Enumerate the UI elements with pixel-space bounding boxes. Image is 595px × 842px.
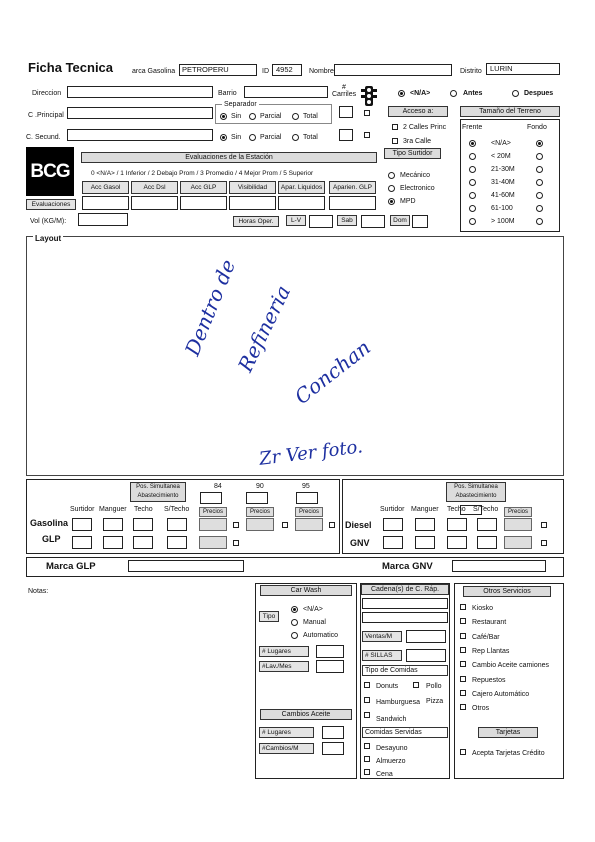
precio-glp-field[interactable] xyxy=(199,536,227,549)
hamburguesa-checkbox[interactable] xyxy=(364,697,370,703)
evaluacion-scale: 0 <N/A> / 1 Inferior / 2 Debajo Prom / 3 Promedio / 4 Mejor Prom / 5 Superior xyxy=(91,170,314,177)
carwash-tipo-button[interactable]: Tipo xyxy=(259,611,279,622)
precios-84-button[interactable]: Precios xyxy=(199,507,227,517)
servicio-checkbox-0[interactable] xyxy=(460,604,466,610)
eval-col-0-field[interactable] xyxy=(82,196,129,210)
frente-radio-5[interactable] xyxy=(469,205,476,212)
separador2-sin-radio[interactable] xyxy=(220,134,227,141)
precio-glp-checkbox[interactable] xyxy=(233,540,239,546)
precio-right-checkbox-0[interactable] xyxy=(541,522,547,528)
eval-col-2-button[interactable]: Acc GLP xyxy=(180,181,227,194)
timing-na-label: <N/A> xyxy=(410,90,431,97)
precios-diesel-button[interactable]: Precios xyxy=(504,507,532,517)
c-principal-field[interactable] xyxy=(67,107,213,119)
comidas-servidas-header: Comidas Servidas xyxy=(362,727,448,738)
barrio-field[interactable] xyxy=(244,86,328,98)
frente-radio-0[interactable] xyxy=(469,140,476,147)
terreno-header: Tamaño del Terreno xyxy=(460,106,560,117)
precio-gasolina-field-0[interactable] xyxy=(199,518,227,531)
cena-label: Cena xyxy=(376,771,393,778)
marca-gnv-field[interactable] xyxy=(452,560,546,572)
fuel-left-r0-c1-field[interactable] xyxy=(103,518,123,531)
precio-gasolina-field-1[interactable] xyxy=(246,518,274,531)
servicio-label-5: Repuestos xyxy=(472,676,506,684)
horas-oper-button[interactable]: Horas Oper. xyxy=(233,216,279,227)
octane-84-label: 84 xyxy=(214,483,222,490)
frente-label: Frente xyxy=(462,124,483,131)
ventas-field[interactable] xyxy=(406,630,446,643)
evaluacion-header: Evaluaciones de la Estación xyxy=(81,152,377,163)
servicio-checkbox-4[interactable] xyxy=(460,661,466,667)
mecanico-radio[interactable] xyxy=(388,172,395,179)
precio-gasolina-checkbox-2[interactable] xyxy=(329,522,335,528)
marca-gasolina-label: arca Gasolina xyxy=(132,68,176,75)
acepta-tarjetas-checkbox[interactable] xyxy=(460,749,466,755)
mpd-label: MPD xyxy=(400,198,416,205)
marca-gnv-label: Marca GNV xyxy=(382,561,433,572)
fuel-left-r1-c2-field[interactable] xyxy=(133,536,153,549)
fuel-left-r0-c0-field[interactable] xyxy=(72,518,92,531)
octane-90-field[interactable] xyxy=(246,492,268,504)
servicio-label-4: Cambio Aceite camiones xyxy=(472,662,550,670)
precio-gasolina-checkbox-0[interactable] xyxy=(233,522,239,528)
carwash-lugares-button[interactable]: # Lugares xyxy=(259,646,309,657)
fondo-radio-6[interactable] xyxy=(536,218,543,225)
cadena-field-1[interactable] xyxy=(362,598,448,609)
eval-col-0-button[interactable]: Acc Gasol xyxy=(82,181,129,194)
pizza-label: Pizza xyxy=(426,698,444,705)
sillas-button[interactable]: # SILLAS xyxy=(362,650,402,661)
terreno-option-label-4: 41-60M xyxy=(491,192,515,199)
fuel-right-col-manguer: Manguer xyxy=(411,506,439,513)
layout-panel xyxy=(26,236,564,476)
precio-right-field-0[interactable] xyxy=(504,518,532,531)
acceso-header: Acceso a: xyxy=(388,106,448,117)
cena-checkbox[interactable] xyxy=(364,769,370,775)
c-secund-label: C. Secund. xyxy=(26,134,61,141)
direccion-field[interactable] xyxy=(67,86,213,98)
almuerzo-checkbox[interactable] xyxy=(364,756,370,762)
tarjetas-header: Tarjetas xyxy=(478,727,538,738)
carwash-header: Car Wash xyxy=(260,585,352,596)
handwritten-note-1: Dentro de xyxy=(180,255,241,359)
diesel-label: Diesel xyxy=(345,520,372,530)
servicio-checkbox-2[interactable] xyxy=(460,633,466,639)
lv-field[interactable] xyxy=(309,215,333,228)
octane-95-field[interactable] xyxy=(296,492,318,504)
fondo-radio-3[interactable] xyxy=(536,179,543,186)
eval-col-3-button[interactable]: Visibilidad xyxy=(229,181,276,194)
frente-radio-6[interactable] xyxy=(469,218,476,225)
eval-col-3-field[interactable] xyxy=(229,196,276,210)
servicios-header: Otros Servicios xyxy=(463,586,551,597)
electronico-radio[interactable] xyxy=(388,185,395,192)
notas-label: Notas: xyxy=(28,588,49,595)
separador-label: Separador xyxy=(224,101,257,108)
sillas-field[interactable] xyxy=(406,649,446,662)
sandwich-checkbox[interactable] xyxy=(364,712,370,718)
fuel-right-col-stecho: S/Techo xyxy=(473,506,499,513)
eval-col-4-field[interactable] xyxy=(278,196,325,210)
terreno-option-label-0: <N/A> xyxy=(491,140,511,147)
fuel-left-pos-header: Pos. Simultanea Abastecimiento xyxy=(130,482,186,502)
separador2-sin-label: Sin xyxy=(231,134,242,141)
carwash-lav-button[interactable]: #Lav./Mes xyxy=(259,661,309,672)
separador-sin-label: Sin xyxy=(231,113,242,120)
servicio-checkbox-1[interactable] xyxy=(460,618,466,624)
separador2-parcial-label: Parcial xyxy=(260,134,282,141)
terreno-option-label-6: > 100M xyxy=(491,218,515,225)
electronico-label: Electronico xyxy=(400,185,435,192)
lv-button[interactable]: L-V xyxy=(286,215,306,226)
terreno-panel xyxy=(460,119,560,232)
servicio-label-1: Restaurant xyxy=(472,619,507,627)
carwash-lugares-field[interactable] xyxy=(316,645,344,658)
carriles-field-2[interactable] xyxy=(339,129,353,141)
dos-calles-checkbox[interactable] xyxy=(392,124,398,130)
cadena-field-2[interactable] xyxy=(362,612,448,623)
terreno-option-label-5: 61-100 xyxy=(491,205,513,212)
terreno-option-label-2: 21-30M xyxy=(491,166,515,173)
fuel-left-col-manguer: Manguer xyxy=(99,506,127,513)
carwash-lav-field[interactable] xyxy=(316,660,344,673)
separador-total-radio[interactable] xyxy=(292,113,299,120)
carriles-field-1[interactable] xyxy=(339,106,353,118)
id-label: ID xyxy=(262,68,269,75)
semaforo-checkbox-1[interactable] xyxy=(364,110,370,116)
sab-button[interactable]: Sab xyxy=(337,215,357,226)
frente-radio-2[interactable] xyxy=(469,166,476,173)
ventas-button[interactable]: Ventas/M xyxy=(362,631,402,642)
sab-field[interactable] xyxy=(361,215,385,228)
separador-total-label: Total xyxy=(303,113,318,120)
fuel-right-r1-c0-field[interactable] xyxy=(383,536,403,549)
separador2-parcial-radio[interactable] xyxy=(249,134,256,141)
octane-84-field[interactable] xyxy=(200,492,222,504)
timing-antes-radio[interactable] xyxy=(450,90,457,97)
fuel-right-r0-c3-field[interactable] xyxy=(477,518,497,531)
nombre-field[interactable] xyxy=(334,64,452,76)
dom-field[interactable] xyxy=(412,215,428,228)
carwash-na-label: <N/A> xyxy=(303,606,323,613)
separador-parcial-radio[interactable] xyxy=(249,113,256,120)
frente-radio-3[interactable] xyxy=(469,179,476,186)
frente-radio-4[interactable] xyxy=(469,192,476,199)
vol-label: Vol (KG/M): xyxy=(30,218,67,225)
cambios-header: Cambios Aceite xyxy=(260,709,352,720)
separador2-total-label: Total xyxy=(303,134,318,141)
precio-gasolina-field-2[interactable] xyxy=(295,518,323,531)
servicio-label-0: Kiosko xyxy=(472,605,494,612)
carwash-automatico-label: Automatico xyxy=(303,632,339,639)
tipo-comidas-header: Tipo de Comidas xyxy=(362,665,448,676)
direccion-label: Direccion xyxy=(32,90,62,97)
layout-label: Layout xyxy=(35,234,62,243)
fuel-left-col-surtidor: Surtidor xyxy=(70,506,95,513)
fuel-left-col-techo: Techo xyxy=(134,506,153,513)
fuel-right-col-surtidor: Surtidor xyxy=(380,506,405,513)
nombre-label: Nombre xyxy=(309,68,334,75)
octane-90-label: 90 xyxy=(256,483,264,490)
barrio-label: Barrio xyxy=(218,90,237,97)
carwash-na-radio[interactable] xyxy=(291,606,298,613)
servicio-checkbox-3[interactable] xyxy=(460,647,466,653)
servicio-label-3: Rep Llantas xyxy=(472,647,510,655)
octane-95-label: 95 xyxy=(302,483,310,490)
precio-right-field-1[interactable] xyxy=(504,536,532,549)
sandwich-label: Sandwich xyxy=(376,716,407,723)
desayuno-label: Desayuno xyxy=(376,745,408,752)
fondo-radio-1[interactable] xyxy=(536,153,543,160)
acepta-tarjetas-label: Acepta Tarjetas Crédito xyxy=(472,750,545,757)
precio-gasolina-checkbox-1[interactable] xyxy=(282,522,288,528)
cambios-lugares-button[interactable]: # Lugares xyxy=(259,727,314,738)
timing-na-radio[interactable] xyxy=(398,90,405,97)
eval-col-2-field[interactable] xyxy=(180,196,227,210)
marca-glp-label: Marca GLP xyxy=(46,561,96,572)
separador2-total-radio[interactable] xyxy=(292,134,299,141)
mpd-radio[interactable] xyxy=(388,198,395,205)
carwash-manual-label: Manual xyxy=(303,619,326,626)
fuel-right-r0-c0-field[interactable] xyxy=(383,518,403,531)
fondo-radio-5[interactable] xyxy=(536,205,543,212)
servicio-label-7: Otros xyxy=(472,705,490,713)
precios-90-button[interactable]: Precios xyxy=(246,507,274,517)
fondo-label: Fondo xyxy=(527,124,547,131)
cadena-header: Cadena(s) de C. Ráp. xyxy=(361,584,449,595)
donuts-checkbox[interactable] xyxy=(364,682,370,688)
fuel-left-r1-c1-field[interactable] xyxy=(103,536,123,549)
carwash-automatico-radio[interactable] xyxy=(291,632,298,639)
glp-label: GLP xyxy=(42,534,61,544)
fuel-right-r0-c1-field[interactable] xyxy=(415,518,435,531)
hamburguesa-label: Hamburguesa xyxy=(376,699,420,706)
separador-sin-radio[interactable] xyxy=(220,113,227,120)
bcg-logo: BCG xyxy=(26,147,74,196)
id-field[interactable]: 4952 xyxy=(272,64,302,76)
servicio-label-2: Café/Bar xyxy=(472,633,500,641)
precios-95-button[interactable]: Precios xyxy=(295,507,323,517)
carwash-manual-radio[interactable] xyxy=(291,619,298,626)
c-principal-label: C .Principal xyxy=(28,112,64,119)
timing-despues-label: Despues xyxy=(524,90,554,97)
tres-calle-label: 3ra Calle xyxy=(403,138,432,145)
donuts-label: Donuts xyxy=(376,683,399,690)
timing-despues-radio[interactable] xyxy=(512,90,519,97)
fuel-right-r0-c2-field[interactable] xyxy=(447,518,467,531)
pollo-checkbox[interactable] xyxy=(413,682,419,688)
fondo-radio-4[interactable] xyxy=(536,192,543,199)
precio-right-checkbox-1[interactable] xyxy=(541,540,547,546)
dom-button[interactable]: Dom xyxy=(390,215,410,226)
cambios-lugares-field[interactable] xyxy=(322,726,344,739)
almuerzo-label: Almuerzo xyxy=(376,758,406,765)
fuel-right-col-techo: Techo xyxy=(447,506,466,513)
marca-glp-field[interactable] xyxy=(128,560,244,572)
terreno-option-label-3: 31-40M xyxy=(491,179,515,186)
servicio-checkbox-6[interactable] xyxy=(460,690,466,696)
handwritten-note-2: Refineria xyxy=(233,281,296,376)
separador-parcial-label: Parcial xyxy=(260,113,282,120)
eval-col-5-button[interactable]: Aparien. GLP xyxy=(329,181,376,194)
eval-col-4-button[interactable]: Apar. Liquidos xyxy=(278,181,325,194)
desayuno-checkbox[interactable] xyxy=(364,743,370,749)
tres-calle-checkbox[interactable] xyxy=(392,138,398,144)
timing-antes-label: Antes xyxy=(463,90,483,97)
terreno-option-label-1: < 20M xyxy=(491,153,511,160)
fuel-left-r0-c2-field[interactable] xyxy=(133,518,153,531)
distrito-field[interactable]: LURIN xyxy=(486,63,560,75)
fuel-left-r1-c3-field[interactable] xyxy=(167,536,187,549)
dos-calles-label: 2 Calles Princ xyxy=(403,124,447,131)
handwritten-note-ver-foto: Zr Ver foto. xyxy=(258,436,364,470)
frente-radio-1[interactable] xyxy=(469,153,476,160)
gnv-label: GNV xyxy=(350,538,370,548)
gasolina-label: Gasolina xyxy=(30,518,69,528)
servicio-checkbox-7[interactable] xyxy=(460,704,466,710)
vol-field[interactable] xyxy=(78,213,128,226)
fuel-right-pos-header: Pos. Simultanea Abastecimiento xyxy=(446,482,506,502)
evaluaciones-button[interactable]: Evaluaciones xyxy=(26,199,76,210)
eval-col-1-button[interactable]: Acc Dsl xyxy=(131,181,178,194)
eval-col-1-field[interactable] xyxy=(131,196,178,210)
fuel-right-r1-c2-field[interactable] xyxy=(447,536,467,549)
fondo-radio-0[interactable] xyxy=(536,140,543,147)
servicio-checkbox-5[interactable] xyxy=(460,676,466,682)
fuel-left-r1-c0-field[interactable] xyxy=(72,536,92,549)
c-secund-field[interactable] xyxy=(67,129,213,141)
cambios-cambios-button[interactable]: #Cambios/M xyxy=(259,743,314,754)
fondo-radio-2[interactable] xyxy=(536,166,543,173)
fuel-left-col-stecho: S/Techo xyxy=(164,506,190,513)
fuel-left-r0-c3-field[interactable] xyxy=(167,518,187,531)
cambios-cambios-field[interactable] xyxy=(322,742,344,755)
tipo-surtidor-header: Tipo Surtidor xyxy=(384,148,441,159)
fuel-right-r1-c1-field[interactable] xyxy=(415,536,435,549)
pollo-label: Pollo xyxy=(426,683,442,690)
eval-col-5-field[interactable] xyxy=(329,196,376,210)
handwritten-note-3: Conchan xyxy=(290,335,376,409)
carriles-label: # Carriles xyxy=(332,84,357,98)
mecanico-label: Mecánico xyxy=(400,172,430,179)
semaforo-checkbox-2[interactable] xyxy=(364,132,370,138)
distrito-label: Distrito xyxy=(460,68,482,75)
traffic-light-icon xyxy=(361,85,377,107)
marca-gasolina-field[interactable]: PETROPERU xyxy=(179,64,257,76)
page-title: Ficha Tecnica xyxy=(28,60,114,75)
servicio-label-6: Cajero Automático xyxy=(472,690,530,698)
fuel-right-r1-c3-field[interactable] xyxy=(477,536,497,549)
